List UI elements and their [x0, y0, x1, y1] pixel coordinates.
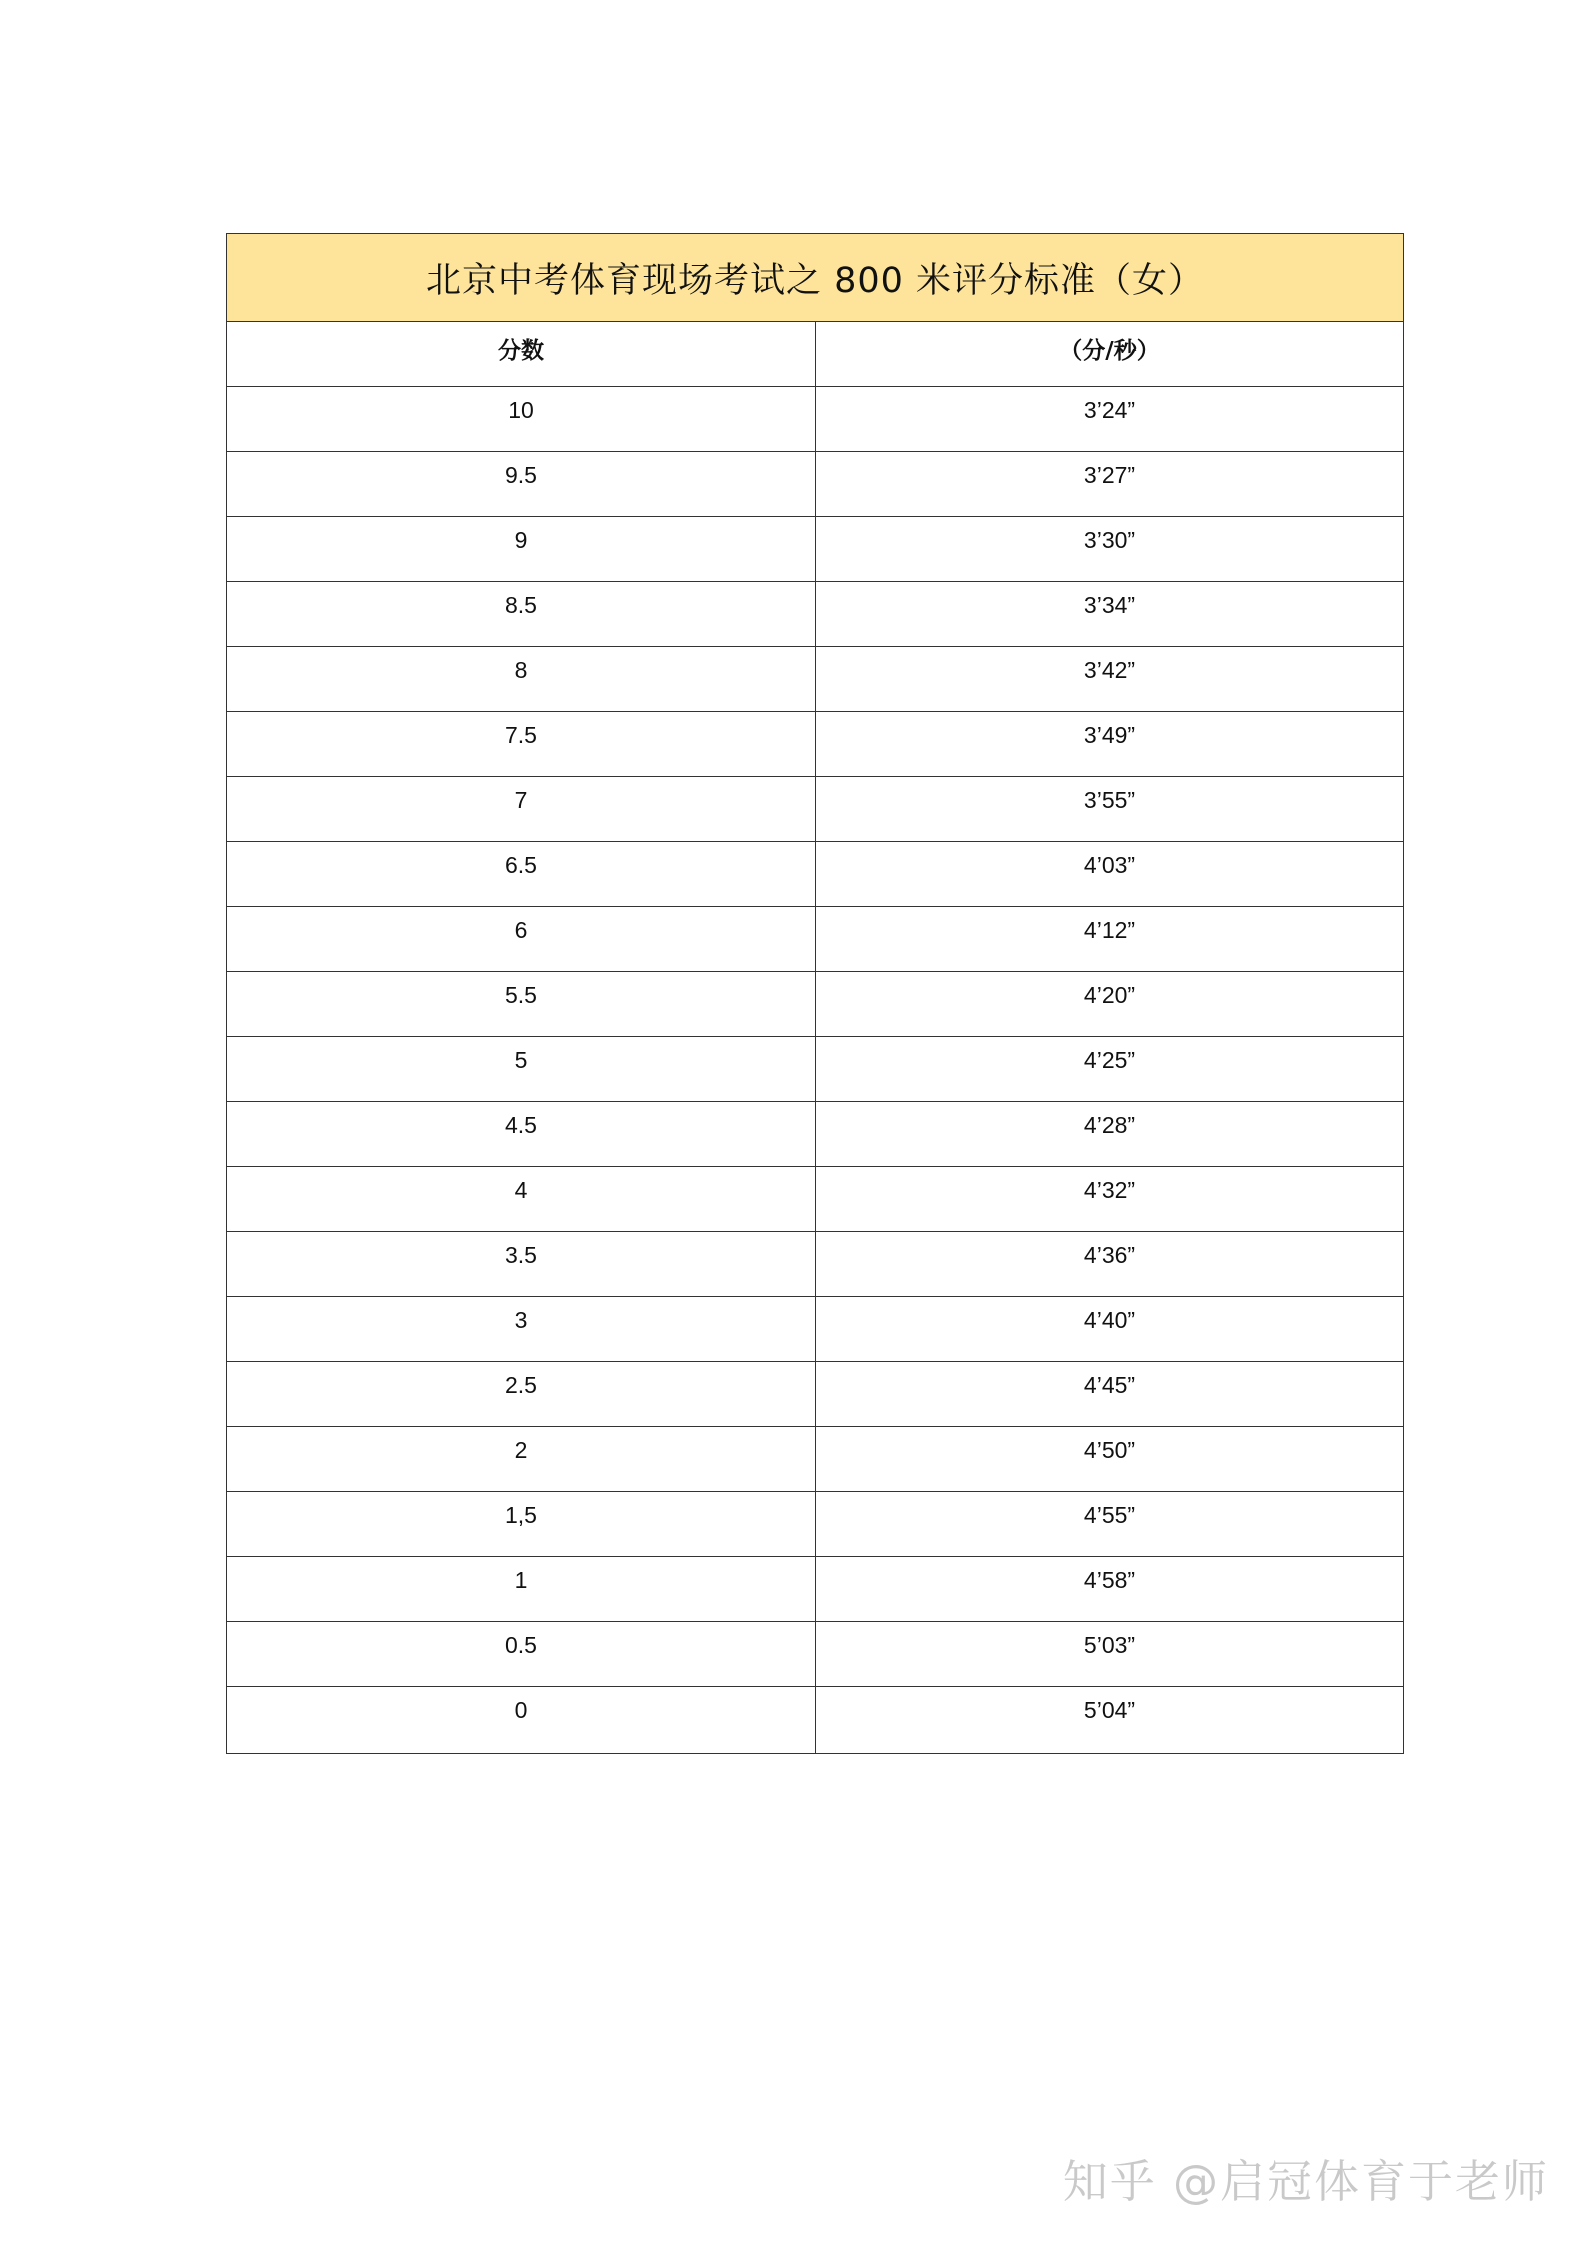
score-cell: 8	[514, 657, 528, 683]
time-cell: 5’04”	[815, 1687, 1403, 1753]
score-cell: 6	[514, 917, 528, 943]
table-row	[227, 1102, 1403, 1167]
table-row	[227, 387, 1403, 452]
score-cell: 7	[514, 787, 528, 813]
score-cell: 9.5	[505, 462, 537, 488]
table-row	[227, 1622, 1403, 1687]
score-cell: 1,5	[505, 1502, 537, 1528]
time-cell: 4’32”	[815, 1167, 1403, 1231]
table-row	[227, 582, 1403, 647]
time-cell: 4’20”	[815, 972, 1403, 1036]
time-cell: 4’58”	[815, 1557, 1403, 1621]
table-header-row	[227, 322, 1403, 387]
score-cell: 4	[514, 1177, 528, 1203]
time-cell: 3’55”	[815, 777, 1403, 841]
time-cell: 4’28”	[815, 1102, 1403, 1166]
table-row	[227, 517, 1403, 582]
time-cell: 4’12”	[815, 907, 1403, 971]
table-row	[227, 1167, 1403, 1232]
time-cell: 3’49”	[815, 712, 1403, 776]
score-table	[226, 233, 1404, 1754]
table-row	[227, 1232, 1403, 1297]
score-cell: 5.5	[505, 982, 537, 1008]
score-cell: 2.5	[505, 1372, 537, 1398]
score-cell: 4.5	[505, 1112, 537, 1138]
table-row	[227, 1492, 1403, 1557]
score-cell: 7.5	[505, 722, 537, 748]
time-cell: 4’25”	[815, 1037, 1403, 1101]
score-cell: 3	[514, 1307, 528, 1333]
table-row	[227, 1362, 1403, 1427]
score-cell: 8.5	[505, 592, 537, 618]
table-row	[227, 1037, 1403, 1102]
time-cell: 3’30”	[815, 517, 1403, 581]
table-row	[227, 452, 1403, 517]
time-cell: 4’45”	[815, 1362, 1403, 1426]
time-cell: 5’03”	[815, 1622, 1403, 1686]
score-cell: 6.5	[505, 852, 537, 878]
table-row	[227, 1427, 1403, 1492]
time-cell: 4’50”	[815, 1427, 1403, 1491]
score-cell: 9	[514, 527, 528, 553]
score-cell: 3.5	[505, 1242, 537, 1268]
score-cell: 0.5	[505, 1632, 537, 1658]
watermark: 知乎 @启冠体育于老师	[1062, 2155, 1549, 2208]
header-time: （分/秒）	[815, 322, 1403, 386]
table-row	[227, 777, 1403, 842]
time-cell: 4’55”	[815, 1492, 1403, 1556]
table-body	[227, 387, 1403, 1753]
table-row	[227, 1687, 1403, 1753]
time-cell: 4’40”	[815, 1297, 1403, 1361]
time-cell: 4’36”	[815, 1232, 1403, 1296]
table-row	[227, 972, 1403, 1037]
score-cell: 1	[514, 1567, 528, 1593]
table-row	[227, 647, 1403, 712]
time-cell: 3’24”	[815, 387, 1403, 451]
score-cell: 0	[514, 1697, 528, 1723]
table-row	[227, 712, 1403, 777]
time-cell: 3’34”	[815, 582, 1403, 646]
score-cell: 5	[514, 1047, 528, 1073]
table-title: 北京中考体育现场考试之 800 米评分标准（女）	[227, 234, 1403, 322]
header-score: 分数	[498, 338, 544, 364]
table-row	[227, 1557, 1403, 1622]
score-cell: 10	[508, 397, 534, 423]
table-row	[227, 1297, 1403, 1362]
score-cell: 2	[514, 1437, 528, 1463]
table-row	[227, 842, 1403, 907]
time-cell: 4’03”	[815, 842, 1403, 906]
time-cell: 3’27”	[815, 452, 1403, 516]
table-row	[227, 907, 1403, 972]
time-cell: 3’42”	[815, 647, 1403, 711]
